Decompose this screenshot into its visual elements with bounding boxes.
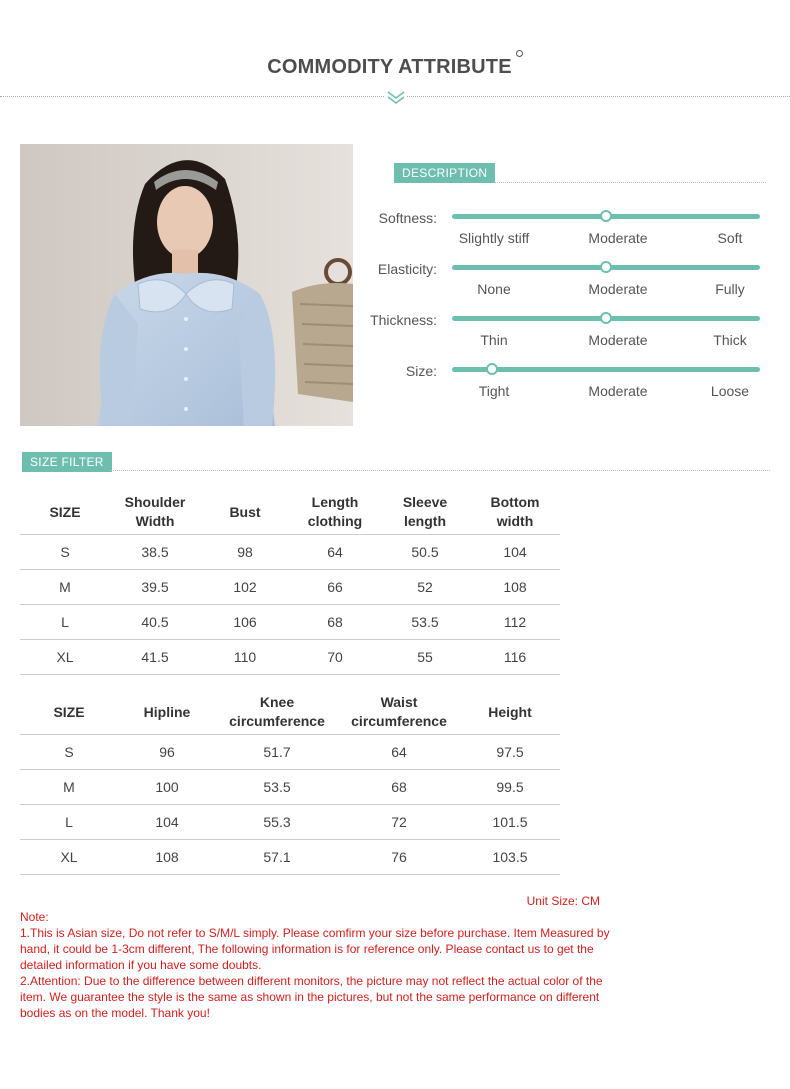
double-chevron-down-icon (385, 88, 407, 106)
attribute-option: Loose (710, 383, 750, 399)
table-cell: 51.7 (216, 735, 338, 770)
table-cell: 50.5 (380, 535, 470, 570)
header-text: length (404, 513, 446, 529)
unit-size-label: Unit Size: CM (526, 894, 600, 908)
table-cell: 38.5 (110, 535, 200, 570)
table-cell: 72 (338, 805, 460, 840)
table-cell: 116 (470, 640, 560, 675)
table-row (20, 770, 560, 805)
degree-mark-icon (516, 50, 523, 57)
table-cell: 53.5 (380, 605, 470, 640)
table-cell: 68 (290, 605, 380, 640)
header-text: clothing (307, 513, 363, 529)
table-cell: L (20, 805, 118, 840)
table-header-cell (200, 490, 290, 535)
header-text: Bottom (490, 494, 540, 510)
table-cell: L (20, 605, 110, 640)
attribute-level-marker (486, 363, 498, 375)
attribute-option: Moderate (588, 281, 648, 297)
table-cell: 112 (470, 605, 560, 640)
table-cell: 97.5 (460, 735, 560, 770)
table-cell: 41.5 (110, 640, 200, 675)
table-header-cell (470, 490, 560, 535)
table-cell: 64 (338, 735, 460, 770)
table-cell: 55.3 (216, 805, 338, 840)
note-line: 1.This is Asian size, Do not refer to S/M/L simply. Please comfirm your size before purchase. Item Measured by hand, it could be 1-3cm different, The following information is for reference only. Please contact us to get the detailed information if you have some doubts. (20, 926, 610, 972)
table-cell: 57.1 (216, 840, 338, 875)
table-cell: XL (20, 640, 110, 675)
table-row (20, 605, 560, 640)
header-text: width (496, 513, 534, 529)
table-cell: 108 (470, 570, 560, 605)
attribute-level-marker (600, 312, 612, 324)
attribute-option: Moderate (588, 230, 648, 246)
size-table-lower (20, 690, 560, 875)
header-text: Shoulder (124, 494, 186, 510)
header-text: Bust (229, 503, 261, 520)
attribute-option: Fully (715, 281, 745, 297)
table-cell: 52 (380, 570, 470, 605)
attribute-label: Softness: (378, 210, 437, 226)
table-cell: 40.5 (110, 605, 200, 640)
size-filter-divider (110, 470, 770, 471)
table-cell: XL (20, 840, 118, 875)
header-text: Height (488, 703, 532, 720)
attribute-level-marker (600, 261, 612, 273)
header-text: Sleeve (402, 494, 448, 510)
table-header-cell (338, 690, 460, 735)
note-block (20, 909, 610, 1021)
table-cell: 101.5 (460, 805, 560, 840)
table-row (20, 570, 560, 605)
table-row (20, 640, 560, 675)
table-cell: 76 (338, 840, 460, 875)
table-cell: 100 (118, 770, 216, 805)
attribute-option: Moderate (588, 383, 648, 399)
table-cell: S (20, 535, 110, 570)
table-cell: 102 (200, 570, 290, 605)
table-header-cell (110, 490, 200, 535)
table-cell: 70 (290, 640, 380, 675)
table-cell: 99.5 (460, 770, 560, 805)
attribute-option: Slightly stiff (458, 230, 530, 246)
table-row (20, 840, 560, 875)
description-divider (494, 182, 766, 183)
table-cell: 96 (118, 735, 216, 770)
table-header-cell (216, 690, 338, 735)
table-cell: 64 (290, 535, 380, 570)
attribute-option: Soft (717, 230, 743, 246)
attribute-label: Thickness: (370, 312, 437, 328)
table-cell: S (20, 735, 118, 770)
product-photo (20, 144, 353, 426)
attribute-option: None (477, 281, 511, 297)
attribute-option: Tight (478, 383, 510, 399)
attribute-level-marker (600, 210, 612, 222)
header-text: Length (311, 494, 359, 510)
table-cell: 68 (338, 770, 460, 805)
attribute-label: Size: (405, 363, 437, 379)
header-text: SIZE (53, 703, 85, 720)
header-text: circumference (351, 713, 447, 729)
table-cell: 55 (380, 640, 470, 675)
table-header-cell (290, 490, 380, 535)
header-text: SIZE (49, 503, 81, 520)
page-title-text: COMMODITY ATTRIBUTE (267, 56, 512, 78)
note-line: Note: (20, 910, 49, 924)
size-filter-tag: SIZE FILTER (22, 452, 112, 472)
attribute-option: Thin (480, 332, 508, 348)
attribute-option: Thick (713, 332, 747, 348)
header-text: Hipline (143, 703, 191, 720)
attribute-option: Moderate (588, 332, 648, 348)
page-title (0, 56, 790, 79)
table-header-cell (118, 690, 216, 735)
table-cell: 39.5 (110, 570, 200, 605)
table-cell: 66 (290, 570, 380, 605)
table-cell: M (20, 570, 110, 605)
table-cell: 98 (200, 535, 290, 570)
table-header-cell (20, 690, 118, 735)
note-line: 2.Attention: Due to the difference between different monitors, the picture may not reflect the actual color of the item. We guarantee the style is the same as shown in the pictures, but not the same performance on different bodies as on the model. Thank you! (20, 974, 603, 1020)
table-cell: 103.5 (460, 840, 560, 875)
table-header-cell (460, 690, 560, 735)
table-cell: 53.5 (216, 770, 338, 805)
table-header-cell (380, 490, 470, 535)
description-tag: DESCRIPTION (394, 163, 495, 183)
table-cell: 106 (200, 605, 290, 640)
attribute-track (452, 367, 760, 372)
header-text: circumference (229, 713, 325, 729)
table-cell: 110 (200, 640, 290, 675)
table-row (20, 805, 560, 840)
attribute-label: Elasticity: (377, 261, 437, 277)
table-cell: 104 (470, 535, 560, 570)
table-cell: 108 (118, 840, 216, 875)
table-cell: 104 (118, 805, 216, 840)
table-row (20, 735, 560, 770)
size-table-upper (20, 490, 560, 675)
header-text: Knee (259, 694, 295, 710)
table-cell: M (20, 770, 118, 805)
header-text: Width (135, 513, 175, 529)
table-row (20, 535, 560, 570)
table-header-cell (20, 490, 110, 535)
header-text: Waist (380, 694, 418, 710)
